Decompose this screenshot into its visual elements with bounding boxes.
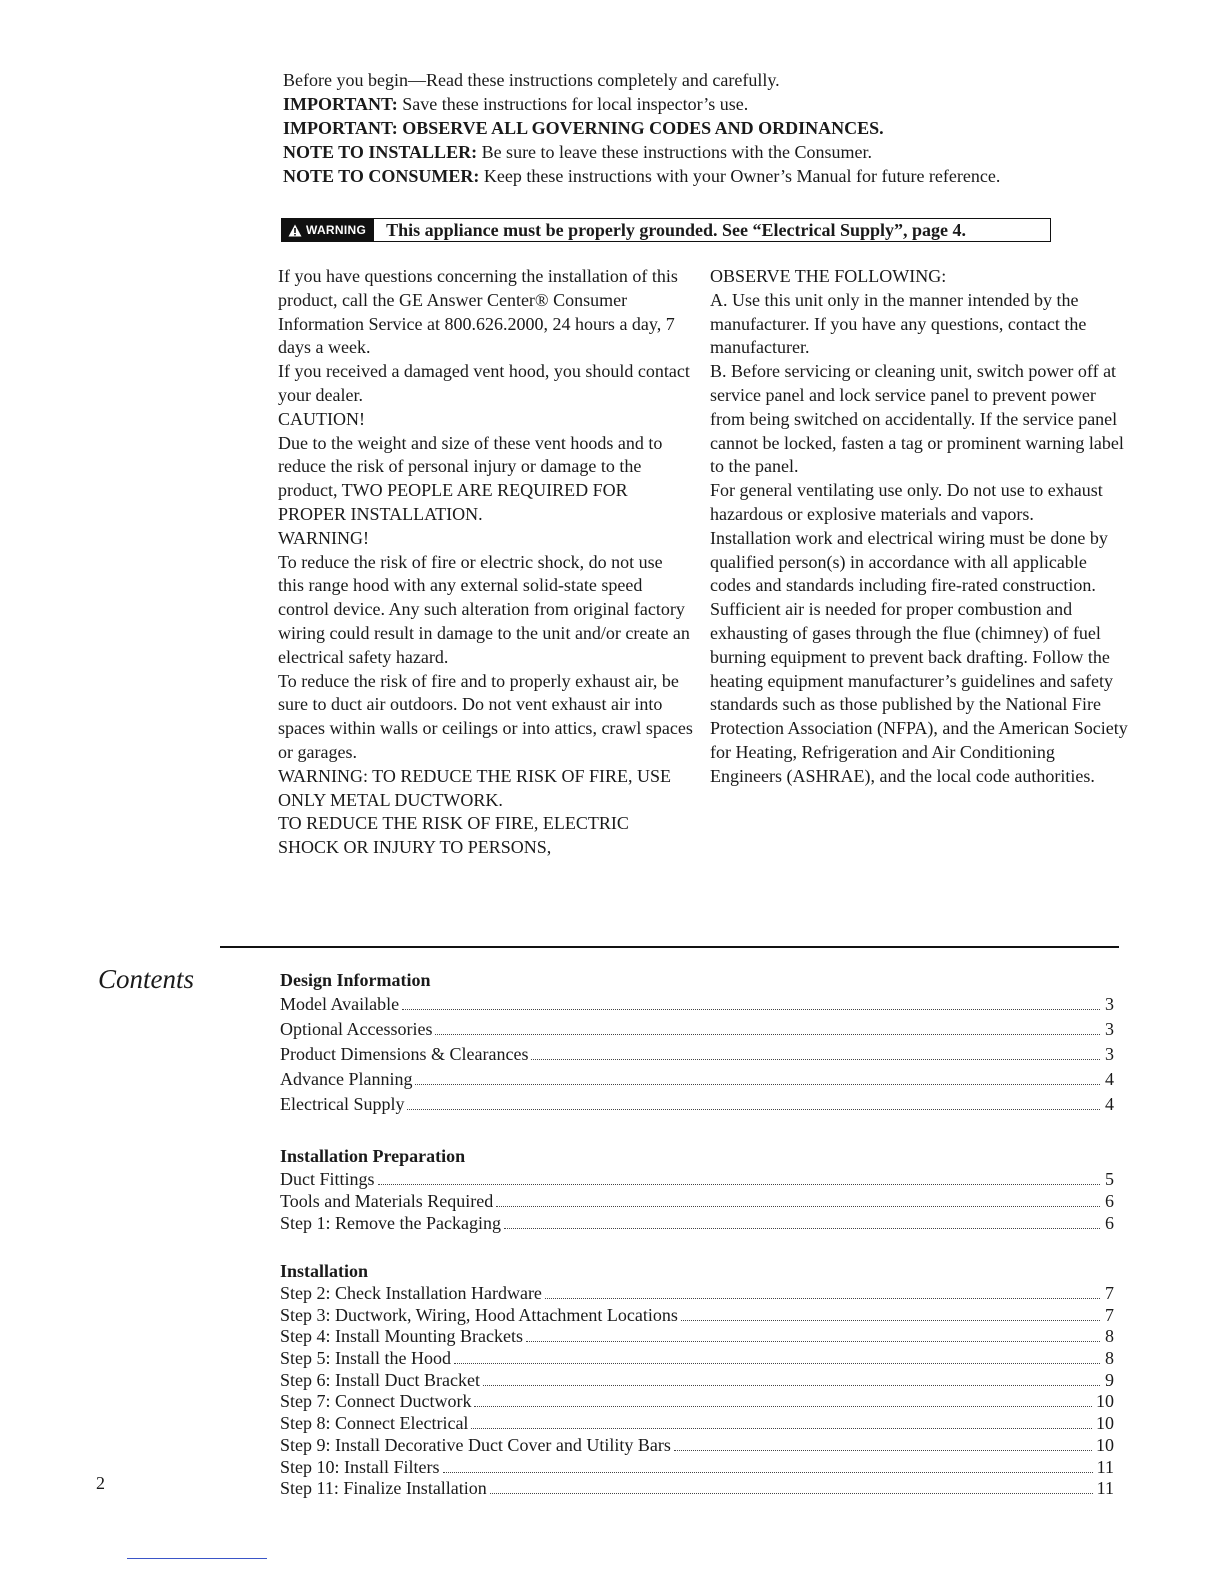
right-paragraph: A. Use this unit only in the manner intended by the manufacturer. If you have any questions, contact the manufacturer. xyxy=(710,289,1087,358)
dot-leader xyxy=(407,1109,1100,1110)
toc-entry-page: 6 xyxy=(1105,1213,1114,1233)
toc-section xyxy=(280,1144,1114,1234)
toc-entry-label: Step 6: Install Duct Bracket xyxy=(280,1369,480,1390)
consumer-note xyxy=(283,164,1043,188)
toc-section-title: Design Information xyxy=(280,970,431,990)
footer-link-underline xyxy=(127,1558,267,1559)
toc-entry-page: 3 xyxy=(1105,1044,1114,1064)
dot-leader xyxy=(471,1428,1092,1429)
toc-entry-label: Step 5: Install the Hood xyxy=(280,1348,451,1369)
toc-entry[interactable] xyxy=(280,1042,1114,1067)
dot-leader xyxy=(415,1084,1100,1085)
important-label: IMPORTANT: xyxy=(283,94,398,114)
toc-entry-page: 10 xyxy=(1096,1391,1114,1412)
toc-entry[interactable] xyxy=(280,1370,1114,1392)
toc-entry[interactable] xyxy=(280,1457,1114,1479)
toc-section-title: Installation Preparation xyxy=(280,1146,466,1166)
toc-entry[interactable] xyxy=(280,1305,1114,1327)
right-paragraph: B. Before servicing or cleaning unit, switch power off at service panel and lock service panel to prevent power from being switched on accidentally. If the service panel cannot be locked, fasten a tag or prominent warning label to the panel. xyxy=(710,361,1124,477)
warning-badge xyxy=(282,219,374,241)
toc-entry[interactable] xyxy=(280,1212,1114,1234)
left-paragraph: If you have questions concerning the installation of this product, call the GE Answer Center® Consumer Information Service at 800.626.2000, 24 hours a day, 7 days a week. xyxy=(278,266,678,358)
dot-leader xyxy=(674,1450,1092,1451)
toc-entry-page: 7 xyxy=(1105,1304,1114,1325)
toc-entry-label: Step 7: Connect Ductwork xyxy=(280,1391,472,1412)
toc-entry-label: Tools and Materials Required xyxy=(280,1191,494,1211)
toc-entry-page: 7 xyxy=(1105,1283,1114,1303)
dot-leader xyxy=(402,1009,1100,1010)
toc-section-title: Installation xyxy=(280,1261,369,1281)
important-codes-text: IMPORTANT: OBSERVE ALL GOVERNING CODES AND ORDINANCES. xyxy=(283,118,884,138)
toc-entry-page: 6 xyxy=(1105,1191,1114,1211)
toc-section xyxy=(280,968,1114,1117)
grounding-warning xyxy=(281,218,1051,242)
dot-leader xyxy=(474,1406,1092,1407)
intro-block xyxy=(283,68,1043,188)
consumer-note-text: Keep these instructions with your Owner’s Manual for future reference. xyxy=(479,166,1001,186)
toc-entry[interactable] xyxy=(280,1326,1114,1348)
left-column xyxy=(278,265,693,860)
left-paragraph: To reduce the risk of fire and to properly exhaust air, be sure to duct air outdoors. Do not vent exhaust air into spaces within walls or ceilings or into attics, crawl spaces or garages. xyxy=(278,670,693,762)
left-paragraph: WARNING: TO REDUCE THE RISK OF FIRE, USE ONLY METAL DUCTWORK. xyxy=(278,765,672,810)
toc-entry-label: Step 8: Connect Electrical xyxy=(280,1413,469,1434)
toc-entry-label: Step 4: Install Mounting Brackets xyxy=(280,1326,523,1347)
toc-spacer xyxy=(280,1117,1114,1144)
toc-section xyxy=(280,1259,1114,1500)
toc-entry-page: 10 xyxy=(1096,1413,1114,1434)
dot-leader xyxy=(504,1228,1100,1229)
toc-entry-page: 8 xyxy=(1105,1326,1114,1347)
contents-heading: Contents xyxy=(98,964,195,994)
page-number: 2 xyxy=(96,1473,105,1493)
installer-note-label: NOTE TO INSTALLER: xyxy=(283,142,478,162)
dot-leader xyxy=(526,1341,1100,1342)
toc-entry-label: Step 10: Install Filters xyxy=(280,1456,440,1477)
toc-entry-label: Step 2: Check Installation Hardware xyxy=(280,1283,542,1303)
consumer-note-label: NOTE TO CONSUMER: xyxy=(283,166,480,186)
dot-leader xyxy=(483,1385,1100,1386)
warning-text: This appliance must be properly grounded. See “Electrical Supply”, page 4. xyxy=(386,219,967,240)
dot-leader xyxy=(531,1059,1100,1060)
toc-entry-label: Duct Fittings xyxy=(280,1169,375,1189)
toc-entry[interactable] xyxy=(280,1092,1114,1117)
right-column xyxy=(710,265,1130,789)
toc-entry-page: 3 xyxy=(1105,1019,1114,1039)
table-of-contents xyxy=(280,968,1114,1500)
toc-entry-label: Model Available xyxy=(280,994,400,1014)
dot-leader xyxy=(454,1363,1100,1364)
right-paragraph: Sufficient air is needed for proper combustion and exhausting of gases through the flue (chimney) of fuel burning equipment to prevent back drafting. Follow the heating equipment manufacturer’s guidelines and safety standards such as those published by the National Fire Protection Association (NFPA), and the American Society for Heating, Refrigeration and Air Conditioning Engineers (ASHRAE), and the local code authorities. xyxy=(710,599,1128,786)
intro-line: Before you begin—Read these instructions completely and carefully. xyxy=(283,70,780,90)
toc-entry-label: Step 1: Remove the Packaging xyxy=(280,1213,501,1233)
toc-entry[interactable] xyxy=(280,1168,1114,1190)
left-paragraph: WARNING! xyxy=(278,527,369,548)
toc-entry[interactable] xyxy=(280,1435,1114,1457)
toc-entry-label: Optional Accessories xyxy=(280,1019,433,1039)
right-paragraph: Installation work and electrical wiring must be done by qualified person(s) in accordance with all applicable codes and standards including fire-rated construction. xyxy=(710,527,1108,596)
section-divider xyxy=(220,946,1119,948)
warning-badge-label: WARNING xyxy=(306,223,367,237)
toc-entry-page: 4 xyxy=(1105,1069,1114,1089)
toc-entry[interactable] xyxy=(280,1478,1114,1500)
dot-leader xyxy=(545,1298,1100,1299)
toc-entry-page: 4 xyxy=(1105,1094,1114,1114)
important-note xyxy=(283,92,1043,116)
toc-entry-label: Step 11: Finalize Installation xyxy=(280,1478,487,1499)
toc-entry-page: 3 xyxy=(1105,994,1114,1014)
toc-entry-label: Product Dimensions & Clearances xyxy=(280,1044,529,1064)
dot-leader xyxy=(435,1034,1100,1035)
right-paragraph: OBSERVE THE FOLLOWING: xyxy=(710,266,947,286)
installer-note-text: Be sure to leave these instructions with the Consumer. xyxy=(477,142,872,162)
toc-entry-page: 9 xyxy=(1105,1369,1114,1390)
toc-entry-label: Electrical Supply xyxy=(280,1094,405,1114)
toc-entry-label: Advance Planning xyxy=(280,1069,413,1089)
dot-leader xyxy=(496,1206,1100,1207)
left-paragraph: If you received a damaged vent hood, you should contact your dealer. xyxy=(278,361,690,405)
dot-leader xyxy=(490,1493,1093,1494)
dot-leader xyxy=(378,1184,1100,1185)
left-paragraph: To reduce the risk of fire or electric shock, do not use this range hood with any external solid-state speed control device. Any such alteration from original factory wiring could result in damage to the unit and/or create an electrical safety hazard. xyxy=(278,551,690,667)
toc-entry-page: 8 xyxy=(1105,1348,1114,1369)
left-paragraph: Due to the weight and size of these vent hoods and to reduce the risk of personal injury or damage to the product, TWO PEOPLE ARE REQUIRED FOR PROPER INSTALLATION. xyxy=(278,432,663,524)
dot-leader xyxy=(681,1320,1100,1321)
toc-entry-page: 11 xyxy=(1096,1456,1114,1477)
left-paragraph: TO REDUCE THE RISK OF FIRE, ELECTRIC SHOCK OR INJURY TO PERSONS, xyxy=(278,813,629,858)
toc-entry[interactable] xyxy=(280,1017,1114,1042)
toc-entry-page: 10 xyxy=(1096,1434,1114,1455)
toc-entry[interactable] xyxy=(280,1067,1114,1092)
toc-entry[interactable] xyxy=(280,1348,1114,1370)
toc-entry-label: Step 3: Ductwork, Wiring, Hood Attachment Locations xyxy=(280,1304,678,1325)
toc-entry-label: Step 9: Install Decorative Duct Cover and Utility Bars xyxy=(280,1434,671,1455)
left-paragraph: CAUTION! xyxy=(278,408,365,429)
important-codes-note xyxy=(283,116,1043,140)
warning-triangle-icon xyxy=(288,224,302,237)
toc-entry-page: 11 xyxy=(1096,1478,1114,1499)
toc-entry[interactable] xyxy=(280,1413,1114,1435)
dot-leader xyxy=(443,1472,1093,1473)
right-paragraph: For general ventilating use only. Do not use to exhaust hazardous or explosive materials and vapors. xyxy=(710,480,1103,524)
toc-spacer xyxy=(280,1234,1114,1259)
toc-entry[interactable] xyxy=(280,1283,1114,1305)
toc-entry[interactable] xyxy=(280,992,1114,1017)
toc-entry-page: 5 xyxy=(1105,1169,1114,1189)
important-text: Save these instructions for local inspector’s use. xyxy=(397,94,749,114)
installer-note xyxy=(283,140,1043,164)
toc-entry[interactable] xyxy=(280,1190,1114,1212)
toc-entry[interactable] xyxy=(280,1391,1114,1413)
